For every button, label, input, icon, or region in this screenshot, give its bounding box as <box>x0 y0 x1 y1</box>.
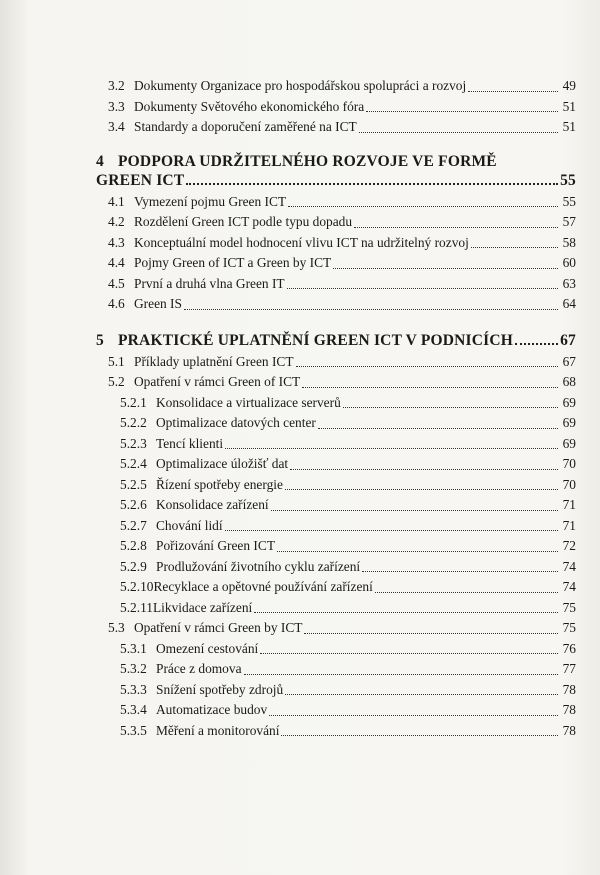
chapter-title: PRAKTICKÉ UPLATNĚNÍ GREEN ICT V PODNICÍCH <box>118 331 514 349</box>
entry-number: 5.1 <box>108 353 125 369</box>
entry-title: Opatření v rámci Green of ICT <box>134 374 301 389</box>
entry-title: Opatření v rámci Green by ICT <box>134 620 303 635</box>
entry-title: Pořizování Green ICT <box>156 538 275 553</box>
dot-leader <box>304 632 558 634</box>
dot-leader <box>271 509 558 511</box>
entry-page-number: 51 <box>562 98 576 114</box>
entry-title: Konceptuální model hodnocení vlivu ICT na udržitelný rozvoj <box>134 234 469 250</box>
dot-leader <box>290 468 558 470</box>
pre-entries <box>96 76 576 138</box>
entry-title: Optimalizace datových center <box>156 415 316 430</box>
entry-title: Snížení spotřeby zdrojů <box>156 681 284 697</box>
entry-title: Likvidace zařízení <box>152 599 253 615</box>
entry-number: 4.6 <box>108 296 125 311</box>
toc-entry <box>96 516 576 537</box>
toc-entry <box>96 372 576 393</box>
entry-page-number: 57 <box>562 214 576 229</box>
toc-entry <box>96 434 576 455</box>
entry-page-number: 58 <box>562 234 576 250</box>
toc-entry <box>96 577 576 598</box>
entry-number: 5.2.2 <box>120 415 147 430</box>
entry-page-number: 72 <box>562 538 576 553</box>
entry-page-number: 78 <box>562 722 576 738</box>
entry-title: Konsolidace a virtualizace serverů <box>156 394 341 410</box>
entry-number: 4.1 <box>108 193 125 209</box>
toc-entry <box>96 495 576 516</box>
entry-page-number: 71 <box>562 497 576 512</box>
entry-page-number: 70 <box>562 456 576 471</box>
dot-leader <box>343 406 558 408</box>
dot-leader <box>260 652 558 654</box>
entry-title: Vymezení pojmu Green ICT <box>134 193 287 209</box>
dot-leader <box>366 110 558 112</box>
toc-entry <box>96 192 576 213</box>
dot-leader <box>471 246 558 248</box>
entry-number: 5.3.1 <box>120 640 147 656</box>
entry-title: Optimalizace úložišť dat <box>156 456 289 471</box>
toc-entry <box>96 253 576 274</box>
entry-title: Konsolidace zařízení <box>156 497 269 512</box>
chapter-5-entries <box>96 352 576 742</box>
entry-number: 4.4 <box>108 255 125 270</box>
chapter-number: 5 <box>96 331 104 349</box>
dot-leader <box>277 550 558 552</box>
toc-entry <box>96 659 576 680</box>
entry-title: Prodlužování životního cyklu zařízení <box>156 558 361 574</box>
entry-title: Green IS <box>134 296 182 311</box>
entry-number: 5.2 <box>108 374 125 389</box>
dot-leader <box>354 226 558 228</box>
entry-number: 5.2.8 <box>120 538 147 553</box>
entry-number: 5.2.6 <box>120 497 147 512</box>
entry-title: Pojmy Green of ICT a Green by ICT <box>134 255 332 270</box>
entry-number: 5.3 <box>108 620 125 635</box>
toc-entry <box>96 294 576 315</box>
toc-entry <box>96 475 576 496</box>
entry-title: Práce z domova <box>156 661 242 676</box>
entry-page-number: 49 <box>562 78 576 93</box>
entry-page-number: 64 <box>562 296 576 311</box>
entry-title: Řízení spotřeby energie <box>156 476 283 492</box>
dot-leader <box>269 714 558 716</box>
chapter-title-line1: PODPORA UDRŽITELNÉHO ROZVOJE VE FORMĚ <box>118 152 497 170</box>
dot-leader <box>244 673 558 675</box>
entry-number: 5.2.7 <box>120 517 147 533</box>
entry-number: 5.3.4 <box>120 702 147 717</box>
entry-title: Příklady uplatnění Green ICT <box>134 353 294 369</box>
entry-page-number: 78 <box>562 681 576 697</box>
chapter-page-number: 55 <box>560 171 576 189</box>
dot-leader <box>225 447 558 449</box>
dot-leader <box>302 386 558 388</box>
entry-title: Omezení cestování <box>156 640 259 656</box>
entry-page-number: 75 <box>562 620 576 635</box>
entry-page-number: 69 <box>562 394 576 410</box>
entry-page-number: 68 <box>562 374 576 389</box>
toc-entry <box>96 598 576 619</box>
entry-number: 3.3 <box>108 98 125 114</box>
toc-entry <box>96 117 576 138</box>
dot-leader <box>359 131 558 133</box>
entry-page-number: 70 <box>562 476 576 492</box>
entry-page-number: 76 <box>562 640 576 656</box>
chapter-4-entries <box>96 192 576 315</box>
entry-number: 5.2.1 <box>120 394 147 410</box>
entry-page-number: 69 <box>562 435 576 451</box>
entry-number: 5.2.11 <box>120 599 153 615</box>
toc-entry <box>96 557 576 578</box>
toc-entry <box>96 97 576 118</box>
toc-entry <box>96 352 576 373</box>
entry-title: Tencí klienti <box>156 435 224 451</box>
toc-entry <box>96 212 576 233</box>
entry-page-number: 74 <box>562 558 576 574</box>
entry-title: Automatizace budov <box>156 702 268 717</box>
entry-page-number: 74 <box>562 579 576 594</box>
dot-leader <box>333 267 558 269</box>
entry-number: 5.2.3 <box>120 435 147 451</box>
table-of-contents <box>96 76 576 741</box>
entry-page-number: 60 <box>562 255 576 270</box>
dot-leader <box>287 287 558 289</box>
entry-number: 5.3.3 <box>120 681 147 697</box>
dot-leader <box>318 427 558 429</box>
entry-title: Měření a monitorování <box>156 722 280 738</box>
dot-leader <box>254 611 558 613</box>
chapter-5-heading <box>96 331 576 350</box>
entry-number: 4.2 <box>108 214 125 229</box>
dot-leader <box>184 308 558 310</box>
entry-number: 5.2.4 <box>120 456 147 471</box>
dot-leader <box>285 488 558 490</box>
toc-entry <box>96 454 576 475</box>
dot-leader <box>296 365 558 367</box>
dot-leader <box>288 205 558 207</box>
dot-leader <box>225 529 558 531</box>
toc-entry <box>96 700 576 721</box>
entry-number: 5.3.2 <box>120 661 147 676</box>
dot-leader <box>285 693 558 695</box>
entry-page-number: 78 <box>562 702 576 717</box>
toc-entry <box>96 393 576 414</box>
entry-number: 5.2.10 <box>120 579 154 594</box>
entry-title: Dokumenty Organizace pro hospodářskou spolupráci a rozvoj <box>134 78 467 93</box>
chapter-4-heading <box>96 152 576 190</box>
dot-leader <box>362 570 558 572</box>
chapter-page-number: 67 <box>560 331 576 349</box>
chapter-title-line2: GREEN ICT <box>96 171 185 189</box>
entry-number: 5.2.5 <box>120 476 147 492</box>
chapter-number: 4 <box>96 152 104 170</box>
dot-leader <box>186 182 558 185</box>
entry-page-number: 71 <box>562 517 576 533</box>
entry-page-number: 75 <box>562 599 576 615</box>
entry-number: 3.2 <box>108 78 125 93</box>
toc-entry <box>96 721 576 742</box>
entry-title: Dokumenty Světového ekonomického fóra <box>134 98 365 114</box>
scan-shadow <box>0 0 30 875</box>
entry-number: 4.3 <box>108 234 125 250</box>
entry-page-number: 55 <box>562 193 576 209</box>
entry-page-number: 77 <box>562 661 576 676</box>
toc-entry <box>96 413 576 434</box>
toc-entry <box>96 536 576 557</box>
entry-title: Rozdělení Green ICT podle typu dopadu <box>134 214 353 229</box>
entry-page-number: 63 <box>562 275 576 291</box>
entry-number: 3.4 <box>108 119 125 134</box>
toc-entry <box>96 639 576 660</box>
entry-title: Standardy a doporučení zaměřené na ICT <box>134 119 357 134</box>
toc-entry <box>96 274 576 295</box>
dot-leader <box>515 342 558 345</box>
dot-leader <box>468 90 558 92</box>
entry-number: 4.5 <box>108 275 125 291</box>
entry-number: 5.3.5 <box>120 722 147 738</box>
toc-entry <box>96 680 576 701</box>
entry-page-number: 51 <box>562 119 576 134</box>
entry-title: Recyklace a opětovné používání zařízení <box>153 579 373 594</box>
entry-title: První a druhá vlna Green IT <box>134 275 285 291</box>
dot-leader <box>375 591 558 593</box>
toc-entry <box>96 233 576 254</box>
toc-entry <box>96 76 576 97</box>
entry-page-number: 67 <box>562 353 576 369</box>
entry-number: 5.2.9 <box>120 558 147 574</box>
dot-leader <box>281 734 558 736</box>
toc-entry <box>96 618 576 639</box>
entry-page-number: 69 <box>562 415 576 430</box>
entry-title: Chování lidí <box>156 517 223 533</box>
